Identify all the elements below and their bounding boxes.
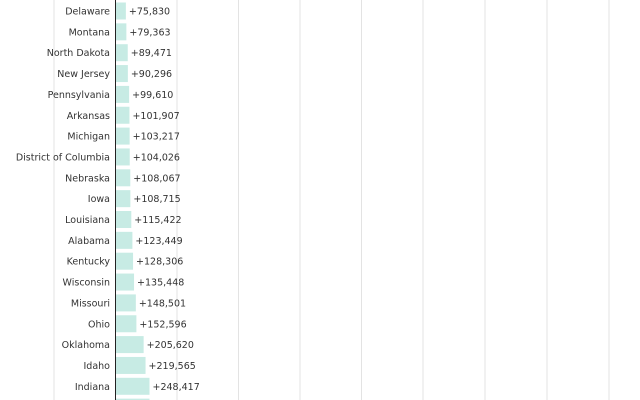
- category-label: Indiana: [74, 381, 110, 393]
- category-label: Michigan: [67, 131, 110, 143]
- category-label: Kentucky: [66, 256, 110, 268]
- value-label: +75,830: [128, 6, 171, 18]
- category-label: Pennsylvania: [47, 89, 110, 101]
- category-label: Oklahoma: [61, 340, 110, 352]
- category-label: New Jersey: [57, 69, 110, 81]
- category-label: Montana: [68, 27, 110, 39]
- bar: [116, 232, 133, 249]
- bar: [116, 274, 135, 291]
- category-label: Arkansas: [66, 110, 110, 122]
- category-label: Iowa: [87, 194, 110, 206]
- bar: [116, 44, 128, 61]
- bar: [116, 3, 126, 20]
- value-label: +219,565: [148, 360, 196, 372]
- bar: [116, 23, 127, 40]
- bar: [116, 148, 130, 165]
- bars: [16, 3, 200, 400]
- bar: [116, 336, 144, 353]
- category-label: Ohio: [88, 319, 110, 331]
- value-label: +89,471: [130, 48, 172, 60]
- category-label: North Dakota: [46, 48, 110, 60]
- value-label: +148,501: [138, 298, 187, 310]
- value-label: +248,417: [152, 381, 200, 393]
- bar: [116, 211, 132, 228]
- bar: [116, 107, 130, 124]
- value-label: +108,715: [133, 194, 181, 206]
- bar: [116, 169, 131, 186]
- value-label: +99,610: [132, 89, 174, 101]
- value-label: +128,306: [136, 256, 184, 268]
- value-label: +101,907: [132, 110, 180, 122]
- value-label: +104,026: [132, 152, 180, 164]
- value-label: +115,422: [134, 215, 182, 226]
- bar: [116, 86, 130, 103]
- bar: [116, 357, 146, 374]
- value-label: +79,363: [129, 27, 171, 39]
- value-label: +205,620: [146, 340, 194, 352]
- value-label: +90,296: [130, 69, 173, 81]
- category-label: Wisconsin: [62, 277, 110, 289]
- value-label: +152,596: [139, 319, 187, 331]
- bar: [116, 190, 131, 207]
- category-label: Delaware: [65, 6, 110, 18]
- value-label: +123,449: [135, 235, 183, 247]
- bar: [116, 253, 134, 270]
- category-label: District of Columbia: [15, 152, 110, 164]
- bar: [116, 294, 136, 311]
- category-label: Missouri: [70, 298, 110, 310]
- bar: [116, 128, 130, 145]
- category-label: Alabama: [68, 235, 110, 247]
- value-label: +135,448: [137, 277, 185, 289]
- value-label: +108,067: [133, 173, 181, 185]
- category-label: Nebraska: [65, 173, 110, 185]
- bar: [116, 315, 137, 332]
- bar: [116, 378, 150, 395]
- bar: [116, 65, 128, 82]
- category-label: Idaho: [83, 360, 110, 372]
- category-label: Louisiana: [65, 215, 110, 226]
- value-label: +103,217: [132, 131, 180, 143]
